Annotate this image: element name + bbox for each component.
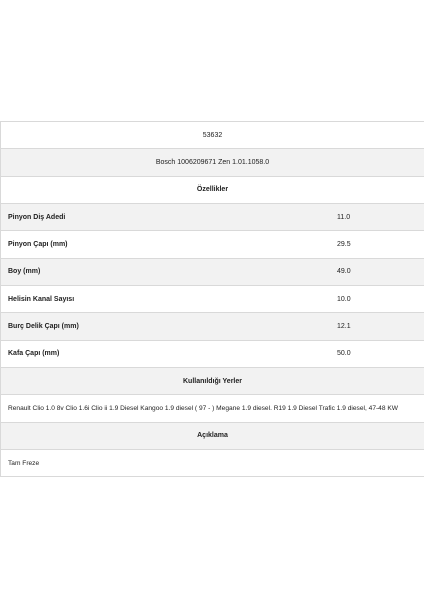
feature-label: Helisin Kanal Sayısı xyxy=(8,295,75,303)
features-heading: Özellikler xyxy=(196,186,229,194)
usage-text: Renault Clio 1.0 8v Clio 1.6i Clio ii 1.9 Diesel Kangoo 1.9 diesel ( 97 - ) Megane 1.9 diesel. R19 1.9 Diesel Trafic 1.9 diesel, 47-48 KW xyxy=(8,405,398,413)
feature-label: Burç Delik Çapı (mm) xyxy=(8,323,79,331)
product-code: 53632 xyxy=(202,131,223,139)
feature-label: Boy (mm) xyxy=(8,268,41,276)
usage-heading: Kullanıldığı Yerler xyxy=(182,377,242,385)
feature-label: Pinyon Diş Adedi xyxy=(8,213,66,221)
feature-row xyxy=(1,340,424,367)
usage-text-row xyxy=(1,395,424,422)
feature-row xyxy=(1,286,424,313)
feature-row xyxy=(1,231,424,258)
feature-value: 11.0 xyxy=(337,213,351,221)
feature-row xyxy=(1,204,424,231)
product-reference-row xyxy=(1,149,424,176)
feature-value: 10.0 xyxy=(337,295,351,303)
features-heading-row xyxy=(1,176,424,203)
feature-value: 50.0 xyxy=(337,350,351,358)
description-text-row xyxy=(1,450,424,477)
feature-row xyxy=(1,313,424,340)
product-reference: Bosch 1006209671 Zen 1.01.1058.0 xyxy=(155,159,270,167)
feature-value: 49.0 xyxy=(337,268,351,276)
feature-label: Pinyon Çapı (mm) xyxy=(8,241,68,249)
product-spec-table xyxy=(0,121,424,477)
description-heading: Açıklama xyxy=(197,432,228,440)
description-text: Tam Freze xyxy=(8,459,40,467)
product-code-row xyxy=(1,122,424,149)
feature-value: 29.5 xyxy=(337,241,351,249)
usage-heading-row xyxy=(1,368,424,395)
feature-value: 12.1 xyxy=(337,323,351,331)
feature-row xyxy=(1,258,424,285)
feature-label: Kafa Çapı (mm) xyxy=(8,350,60,358)
description-heading-row xyxy=(1,422,424,449)
